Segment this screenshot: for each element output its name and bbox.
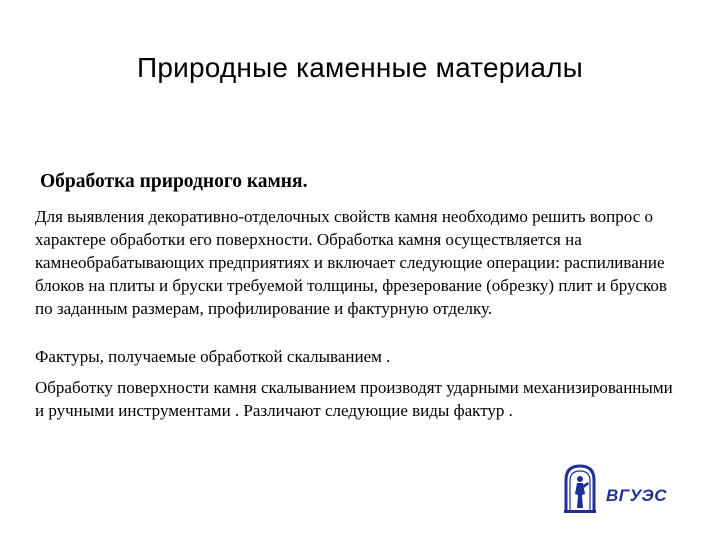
slide-title: Природные каменные материалы (137, 52, 583, 83)
paragraph-processing-description: Для выявления декоративно-отделочных свойств камня необходимо решить вопрос о характере обработки его поверхности. Обработка камня осуществляется на камнеобрабатывающих предприятиях и включает следующие операции: распиливание блоков на плиты и бруски требуемой толщины, фрезерование (обрезку) плит и брусков по заданным размерам, профилирование и фактурную отделку. (35, 207, 667, 318)
paragraph-chipping-textures: Фактуры, получаемые обработкой скалыванием . (35, 347, 391, 366)
paragraph-chipping-method: Обработку поверхности камня скалыванием производят ударными механизированными и ручными инструментами . Различают следующие виды фактур . (35, 378, 673, 420)
university-emblem-icon (560, 462, 600, 514)
university-logo (560, 462, 680, 514)
logo-text: ВГУЭС (606, 486, 667, 505)
section-heading: Обработка природного камня. (40, 171, 308, 192)
